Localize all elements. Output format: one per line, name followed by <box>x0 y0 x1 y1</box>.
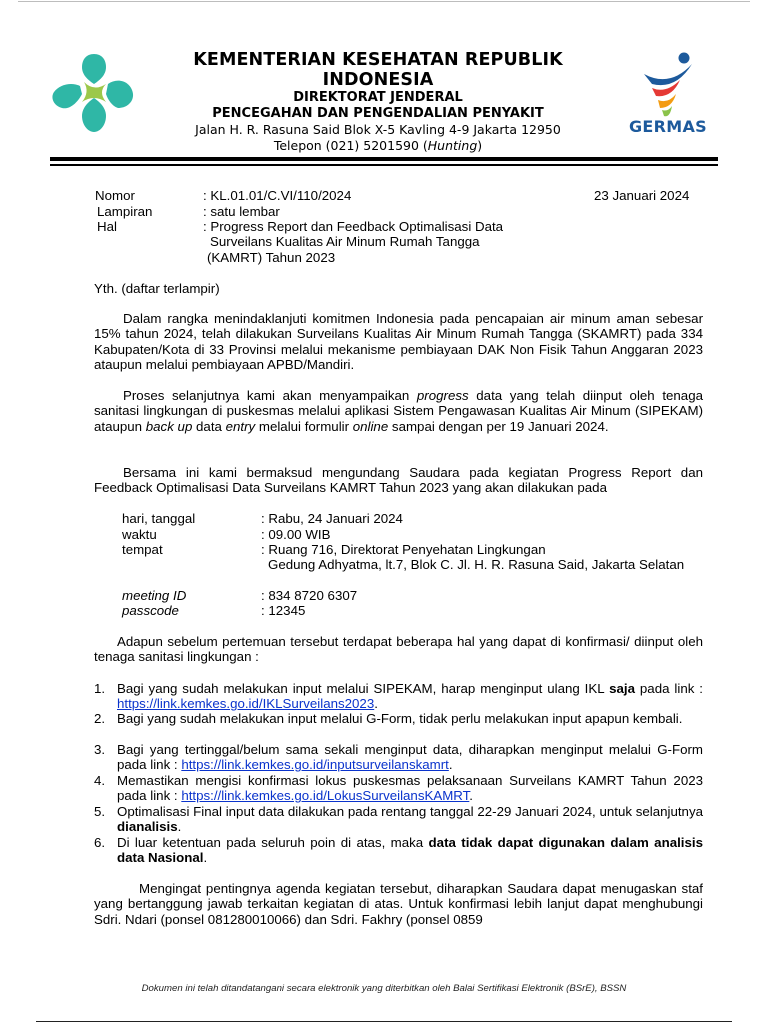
ministry-address: Jalan H. R. Rasuna Said Blok X-5 Kavling 4-9 Jakarta 12950 <box>195 122 561 137</box>
paragraph-progress: Proses selanjutnya kami akan menyampaikan progress data yang telah diinput oleh tenaga sanitasi lingkungan di puskesmas melalui aplikasi Sistem Pengawasan Kualitas Air Minum (SIPEKAM) ataupun back up data entry melalui formulir online sampai dengan per 19 Januari 2024. <box>94 388 703 434</box>
letter-date: 23 Januari 2024 <box>594 188 690 203</box>
list-number: 3. <box>94 742 106 757</box>
kemenkes-logo-icon <box>48 50 138 136</box>
paragraph-intro: Dalam rangka menindaklanjuti komitmen Indonesia pada pencapaian air minum aman sebesar 15% tahun 2024, telah dilakukan Surveilans Kualitas Air Minum Rumah Tangga (SKAMRT) pada 334 Kabupaten/Kota di 33 Provinsi melalui mekanisme pembiayaan DAK Non Fisik Tahun Anggaran 2023 ataupun melalui pembiayaan APBD/Mandiri. <box>94 311 703 372</box>
link-input-surveilans-kamrt[interactable]: https://link.kemkes.go.id/inputsurveilanskamrt <box>181 757 449 773</box>
letterhead-rule-thick <box>50 157 718 161</box>
event-place-label: tempat <box>122 542 163 557</box>
event-place-line-1: : Ruang 716, Direktorat Penyehatan Lingkungan <box>261 542 546 557</box>
germas-wordmark: GERMAS <box>628 117 707 136</box>
nomor-value: : KL.01.01/C.VI/110/2024 <box>203 188 352 203</box>
event-time-value: : 09.00 WIB <box>261 527 331 542</box>
hal-line-1: : Progress Report dan Feedback Optimalisasi Data <box>203 219 504 234</box>
hal-line-3: (KAMRT) Tahun 2023 <box>207 250 336 265</box>
salutation: Yth. (daftar terlampir) <box>94 281 220 296</box>
bottom-rule <box>36 1021 732 1022</box>
lampiran-label: Lampiran <box>97 204 153 219</box>
event-day-label: hari, tanggal <box>122 511 196 526</box>
passcode-label: passcode <box>122 603 179 618</box>
list-number: 1. <box>94 681 106 696</box>
event-time-label: waktu <box>122 527 157 542</box>
ministry-title: KEMENTERIAN KESEHATAN REPUBLIK INDONESIA <box>193 50 563 90</box>
paragraph-closing: Mengingat pentingnya agenda kegiatan tersebut, diharapkan Saudara dapat menugaskan staf yang bertanggung jawab terkaitan kegiatan di atas. Untuk konfirmasi lebih lanjut dapat menghubungi Sdri. Ndari (ponsel 081280010066) dan Sdri. Fakhry (ponsel 0859 <box>94 881 703 927</box>
paragraph-invitation: Bersama ini kami bermaksud mengundang Saudara pada kegiatan Progress Report dan Feedback Optimalisasi Data Surveilans KAMRT Tahun 2023 yang akan dilakukan pada <box>94 465 703 496</box>
list-number: 5. <box>94 804 106 819</box>
paragraph-confirmation: Adapun sebelum pertemuan tersebut terdapat beberapa hal yang dapat di konfirmasi/ diinput oleh tenaga sanitasi lingkungan : <box>94 634 703 665</box>
letterhead <box>138 50 618 154</box>
list-item-5: Optimalisasi Final input data dilakukan pada rentang tanggal 22-29 Januari 2024, untuk selanjutnya dianalisis. <box>117 804 703 835</box>
esignature-footer: Dokumen ini telah ditandatangani secara elektronik yang diterbitkan oleh Balai Sertifikasi Elektronik (BSrE), BSSN <box>141 983 627 994</box>
hal-line-2: Surveilans Kualitas Air Minum Rumah Tangga <box>210 234 480 249</box>
list-item-2: Bagi yang sudah melakukan input melalui G-Form, tidak perlu melakukan input apapun kembali. <box>117 711 683 726</box>
list-item-1: Bagi yang sudah melakukan input melalui SIPEKAM, harap menginput ulang IKL saja pada link : https://link.kemkes.go.id/IKLSurveilans2023. <box>117 681 703 712</box>
directorate-name: PENCEGAHAN DAN PENGENDALIAN PENYAKIT <box>212 106 544 121</box>
top-hairline <box>18 1 750 2</box>
list-item-6: Di luar ketentuan pada seluruh poin di atas, maka data tidak dapat digunakan dalam analisis data Nasional. <box>117 835 703 866</box>
list-number: 2. <box>94 711 106 726</box>
link-lokus-surveilans-kamrt[interactable]: https://link.kemkes.go.id/LokusSurveilansKAMRT <box>181 788 470 804</box>
event-day-value: : Rabu, 24 Januari 2024 <box>261 511 403 526</box>
list-item-4: Memastikan mengisi konfirmasi lokus puskesmas pelaksanaan Surveilans KAMRT Tahun 2023 pada link : https://link.kemkes.go.id/LokusSurveilansKAMRT. <box>117 773 703 804</box>
list-number: 4. <box>94 773 106 788</box>
letterhead-rule-thin <box>50 164 718 166</box>
meeting-id-label: meeting ID <box>122 588 187 603</box>
list-number: 6. <box>94 835 106 850</box>
hal-label: Hal <box>97 219 117 234</box>
link-ikl-surveilans[interactable]: https://link.kemkes.go.id/IKLSurveilans2023 <box>117 696 375 712</box>
list-item-3: Bagi yang tertinggal/belum sama sekali menginput data, diharapkan menginput melalui G-Form pada link : https://link.kemkes.go.id/inputsurveilanskamrt. <box>117 742 703 773</box>
passcode-value: : 12345 <box>261 603 306 618</box>
ministry-phone: Telepon (021) 5201590 (Hunting) <box>273 138 483 153</box>
directorate-general: DIREKTORAT JENDERAL <box>293 90 463 105</box>
meeting-id-value: : 834 8720 6307 <box>261 588 358 603</box>
event-place-line-2: Gedung Adhyatma, lt.7, Blok C. Jl. H. R. Rasuna Said, Jakarta Selatan <box>268 557 685 572</box>
nomor-label: Nomor <box>95 188 135 203</box>
lampiran-value: : satu lembar <box>203 204 280 219</box>
